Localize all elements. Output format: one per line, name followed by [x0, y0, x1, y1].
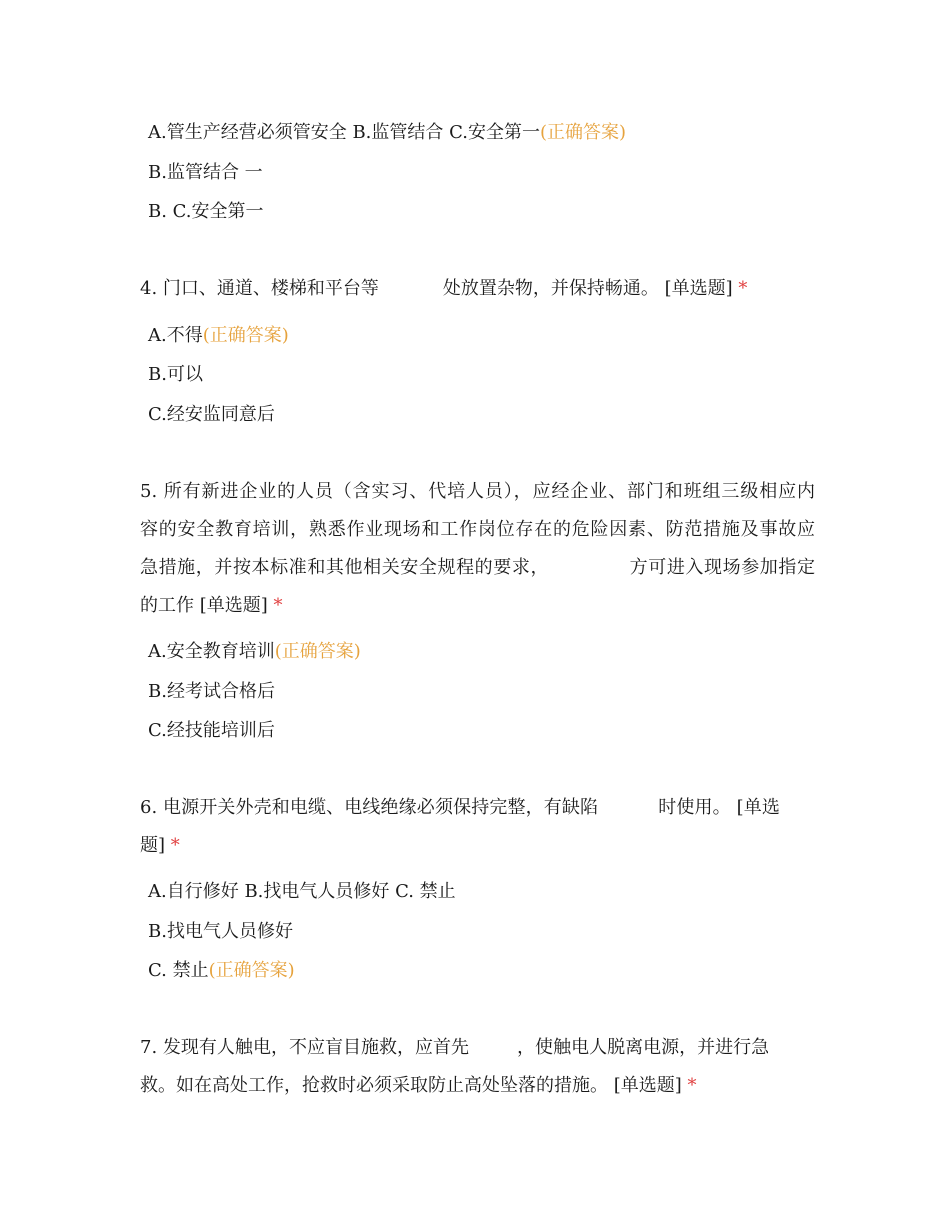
required-mark: * — [273, 595, 283, 616]
option-label: A.安全教育培训 — [148, 641, 275, 662]
option-label: B. C.安全第一 — [148, 201, 264, 222]
q7-text — [140, 1029, 815, 1105]
correct-answer-tag: (正确答案) — [539, 122, 627, 143]
question-type: [单选 — [736, 797, 780, 818]
q4-option-a[interactable] — [148, 324, 289, 348]
option-label: B.找电气人员修好 — [148, 921, 293, 942]
q4-text — [140, 270, 815, 308]
q4-option-b[interactable] — [148, 363, 203, 387]
q4-option-c[interactable] — [148, 403, 275, 427]
q5-line: 5. 所有新进企业的人员（含实习、代培人员），应经企业、部门和班组三级相应内 — [140, 481, 815, 502]
question-type: 题] — [140, 835, 166, 856]
option-label: B.经考试合格后 — [148, 681, 275, 702]
q6-option-b[interactable] — [148, 920, 293, 944]
correct-answer-tag: (正确答案) — [274, 641, 361, 662]
option-label: C.经安监同意后 — [148, 404, 275, 425]
q4-line: 4. 门口、通道、楼梯和平台等 处放置杂物，并保持畅通。 [单选题] * — [140, 278, 748, 299]
q3-option-b[interactable] — [148, 161, 263, 185]
q7-line: 7. 发现有人触电，不应盲目施救，应首先 ，使触电人脱离电源，并进行急 — [140, 1037, 770, 1058]
required-mark: * — [170, 835, 180, 856]
option-label: A.管生产经营必须管安全 B.监管结合 C.安全第一 — [148, 122, 540, 143]
correct-answer-tag: (正确答案) — [208, 960, 295, 981]
option-label: B.监管结合 一 — [148, 162, 263, 183]
q7-line: 救。如在高处工作，抢救时必须采取防止高处坠落的措施。 [单选题] * — [140, 1075, 697, 1096]
q6-option-c[interactable] — [148, 959, 295, 983]
q6-line: 6. 电源开关外壳和电缆、电线绝缘必须保持完整，有缺陷 时使用。 [单选 — [140, 797, 780, 818]
required-mark: * — [687, 1075, 697, 1096]
option-label: B.可以 — [148, 364, 203, 385]
option-label: A.不得 — [148, 325, 203, 346]
q5-option-a[interactable] — [148, 640, 361, 664]
q6-text — [140, 789, 815, 865]
option-label: A.自行修好 B.找电气人员修好 C. 禁止 — [148, 881, 456, 902]
question-type: [单选题] — [199, 595, 268, 616]
option-label: C. 禁止 — [148, 960, 209, 981]
q5-text — [140, 473, 815, 625]
option-label: C.经技能培训后 — [148, 720, 275, 741]
question-type: [单选题] — [613, 1075, 682, 1096]
correct-answer-tag: (正确答案) — [202, 325, 289, 346]
q5-option-b[interactable] — [148, 680, 275, 704]
q3-option-a[interactable] — [148, 121, 626, 145]
q5-option-c[interactable] — [148, 719, 275, 743]
question-type: [单选题] — [664, 278, 733, 299]
q6-option-a[interactable] — [148, 880, 456, 904]
q5-line: 容的安全教育培训，熟悉作业现场和工作岗位存在的危险因素、防范措施及事故应 — [140, 519, 815, 540]
q5-line: 急措施，并按本标准和其他相关安全规程的要求， 方可进入现场参加指定 — [140, 557, 815, 578]
q5-line: 的工作 [单选题] * — [140, 595, 283, 616]
q3-option-c[interactable] — [148, 200, 264, 224]
required-mark: * — [738, 278, 748, 299]
q6-line — [140, 827, 815, 865]
